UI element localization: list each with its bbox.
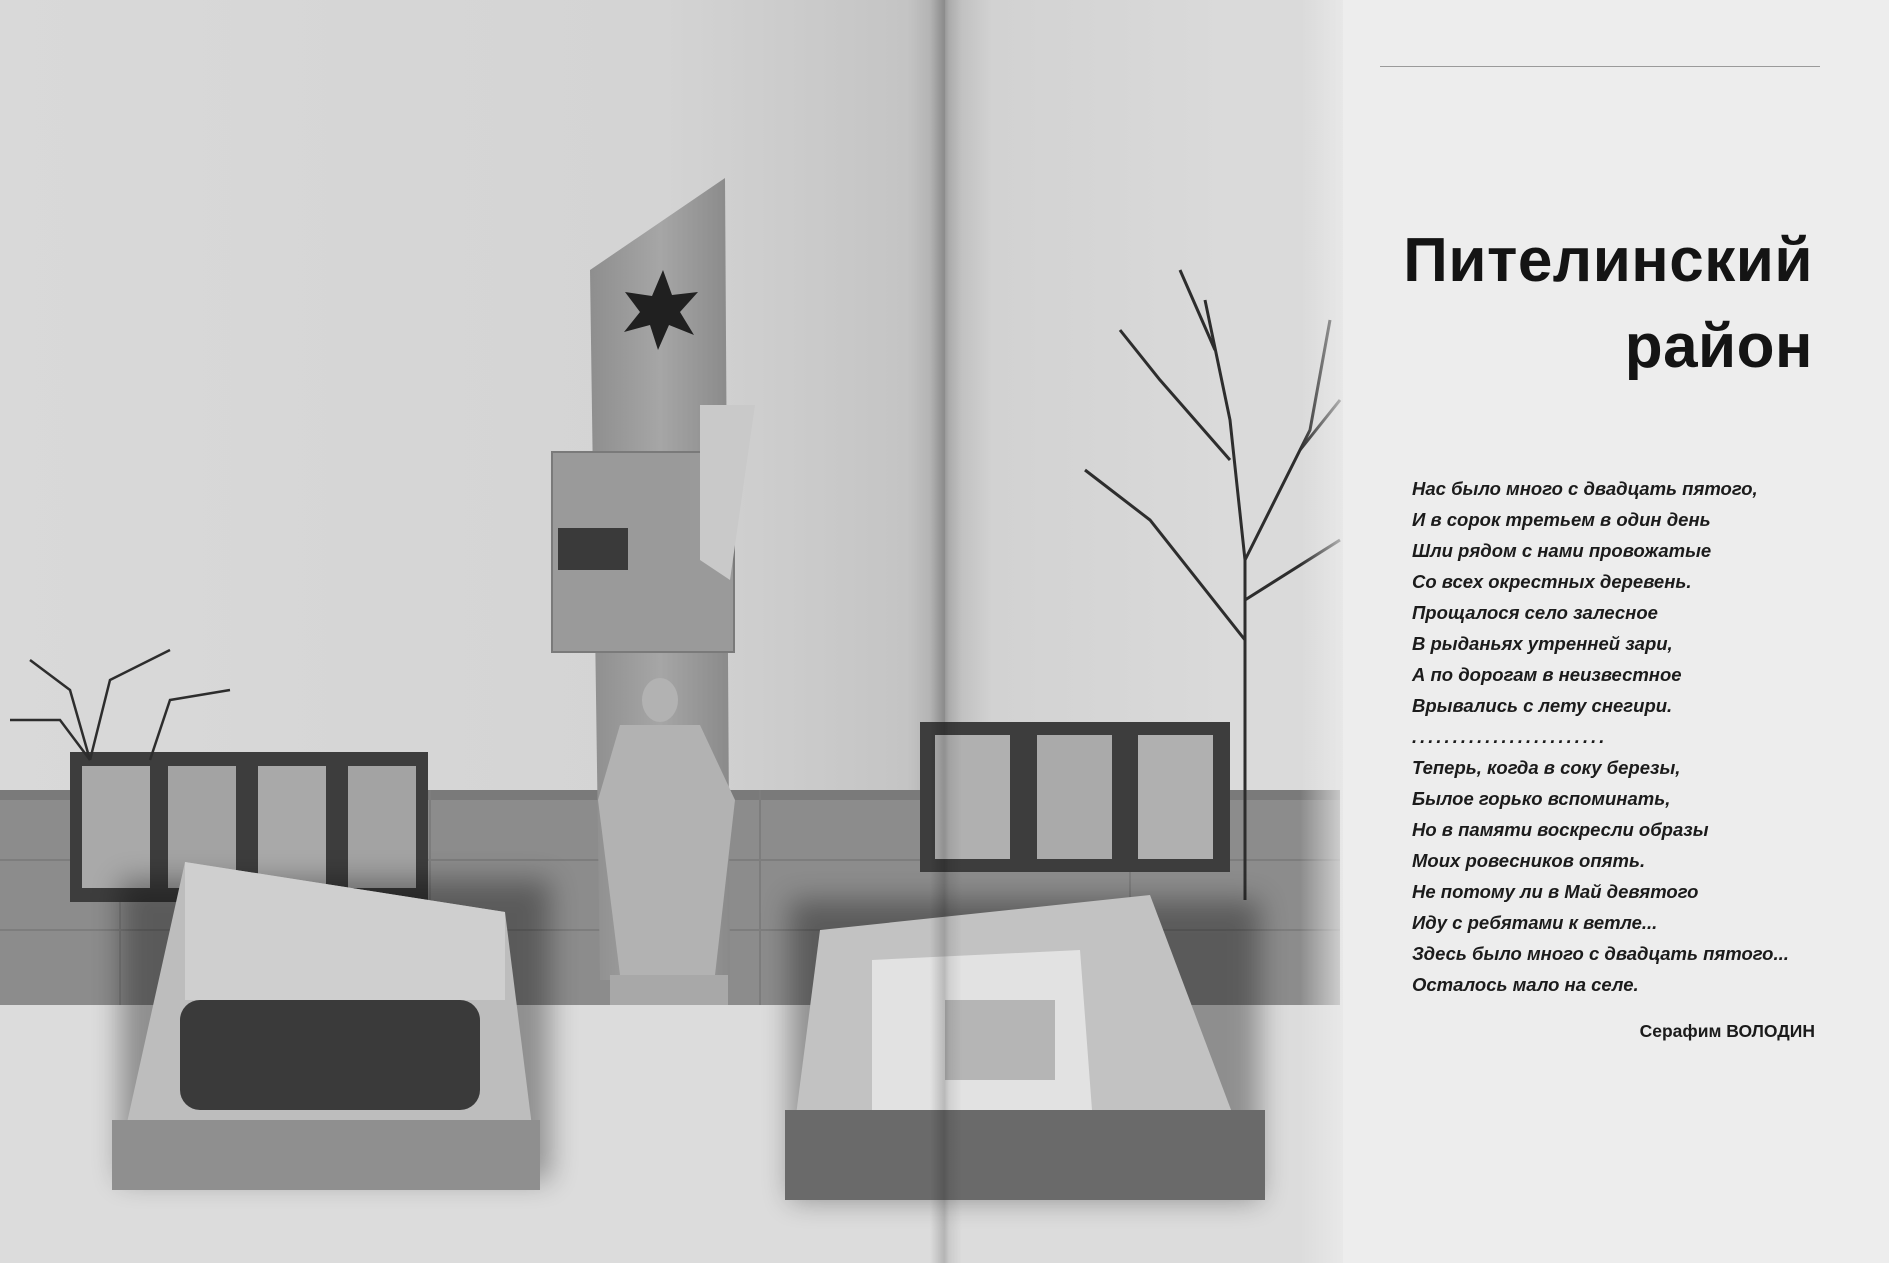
title-line-2: район [1624, 312, 1813, 381]
poem-line: В рыданьях утренней зари, [1412, 633, 1673, 654]
poem-line: Шли рядом с нами провожатые [1412, 540, 1712, 561]
poem-line: Но в памяти воскресли образы [1412, 819, 1709, 840]
inset-photo-group [112, 862, 550, 1190]
poem-line: Здесь было много с двадцать пятого... [1412, 943, 1789, 964]
poem [1412, 473, 1822, 1000]
names-panel-right [920, 722, 1230, 872]
poem-line: Осталось мало на селе. [1412, 974, 1639, 995]
running-header-rule [1380, 66, 1820, 67]
poem-line: Моих ровесников опять. [1412, 850, 1646, 871]
poem-line: Со всех окрестных деревень. [1412, 571, 1692, 592]
poem-line: Нас было много с двадцать пятого, [1412, 478, 1758, 499]
poem-line: Былое горько вспоминать, [1412, 788, 1671, 809]
poem-line: А по дорогам в неизвестное [1412, 664, 1682, 685]
district-title [1293, 218, 1813, 390]
poem-line: Не потому ли в Май девятого [1412, 881, 1699, 902]
poem-separator: ........................ [1412, 726, 1608, 747]
poem-line: Теперь, когда в соку березы, [1412, 757, 1681, 778]
bush [10, 650, 230, 760]
poem-line: Иду с ребятами к ветле... [1412, 912, 1658, 933]
inset-photo-1945 [785, 895, 1265, 1200]
book-gutter [930, 0, 962, 1263]
poem-author: Серафим ВОЛОДИН [1639, 1021, 1815, 1041]
poem-line: И в сорок третьем в один день [1412, 509, 1711, 530]
poem-line: Прощалося село залесное [1412, 602, 1658, 623]
poem-line: Врывались с лету снегири. [1412, 695, 1673, 716]
title-line-1: Пителинский [1403, 226, 1813, 295]
